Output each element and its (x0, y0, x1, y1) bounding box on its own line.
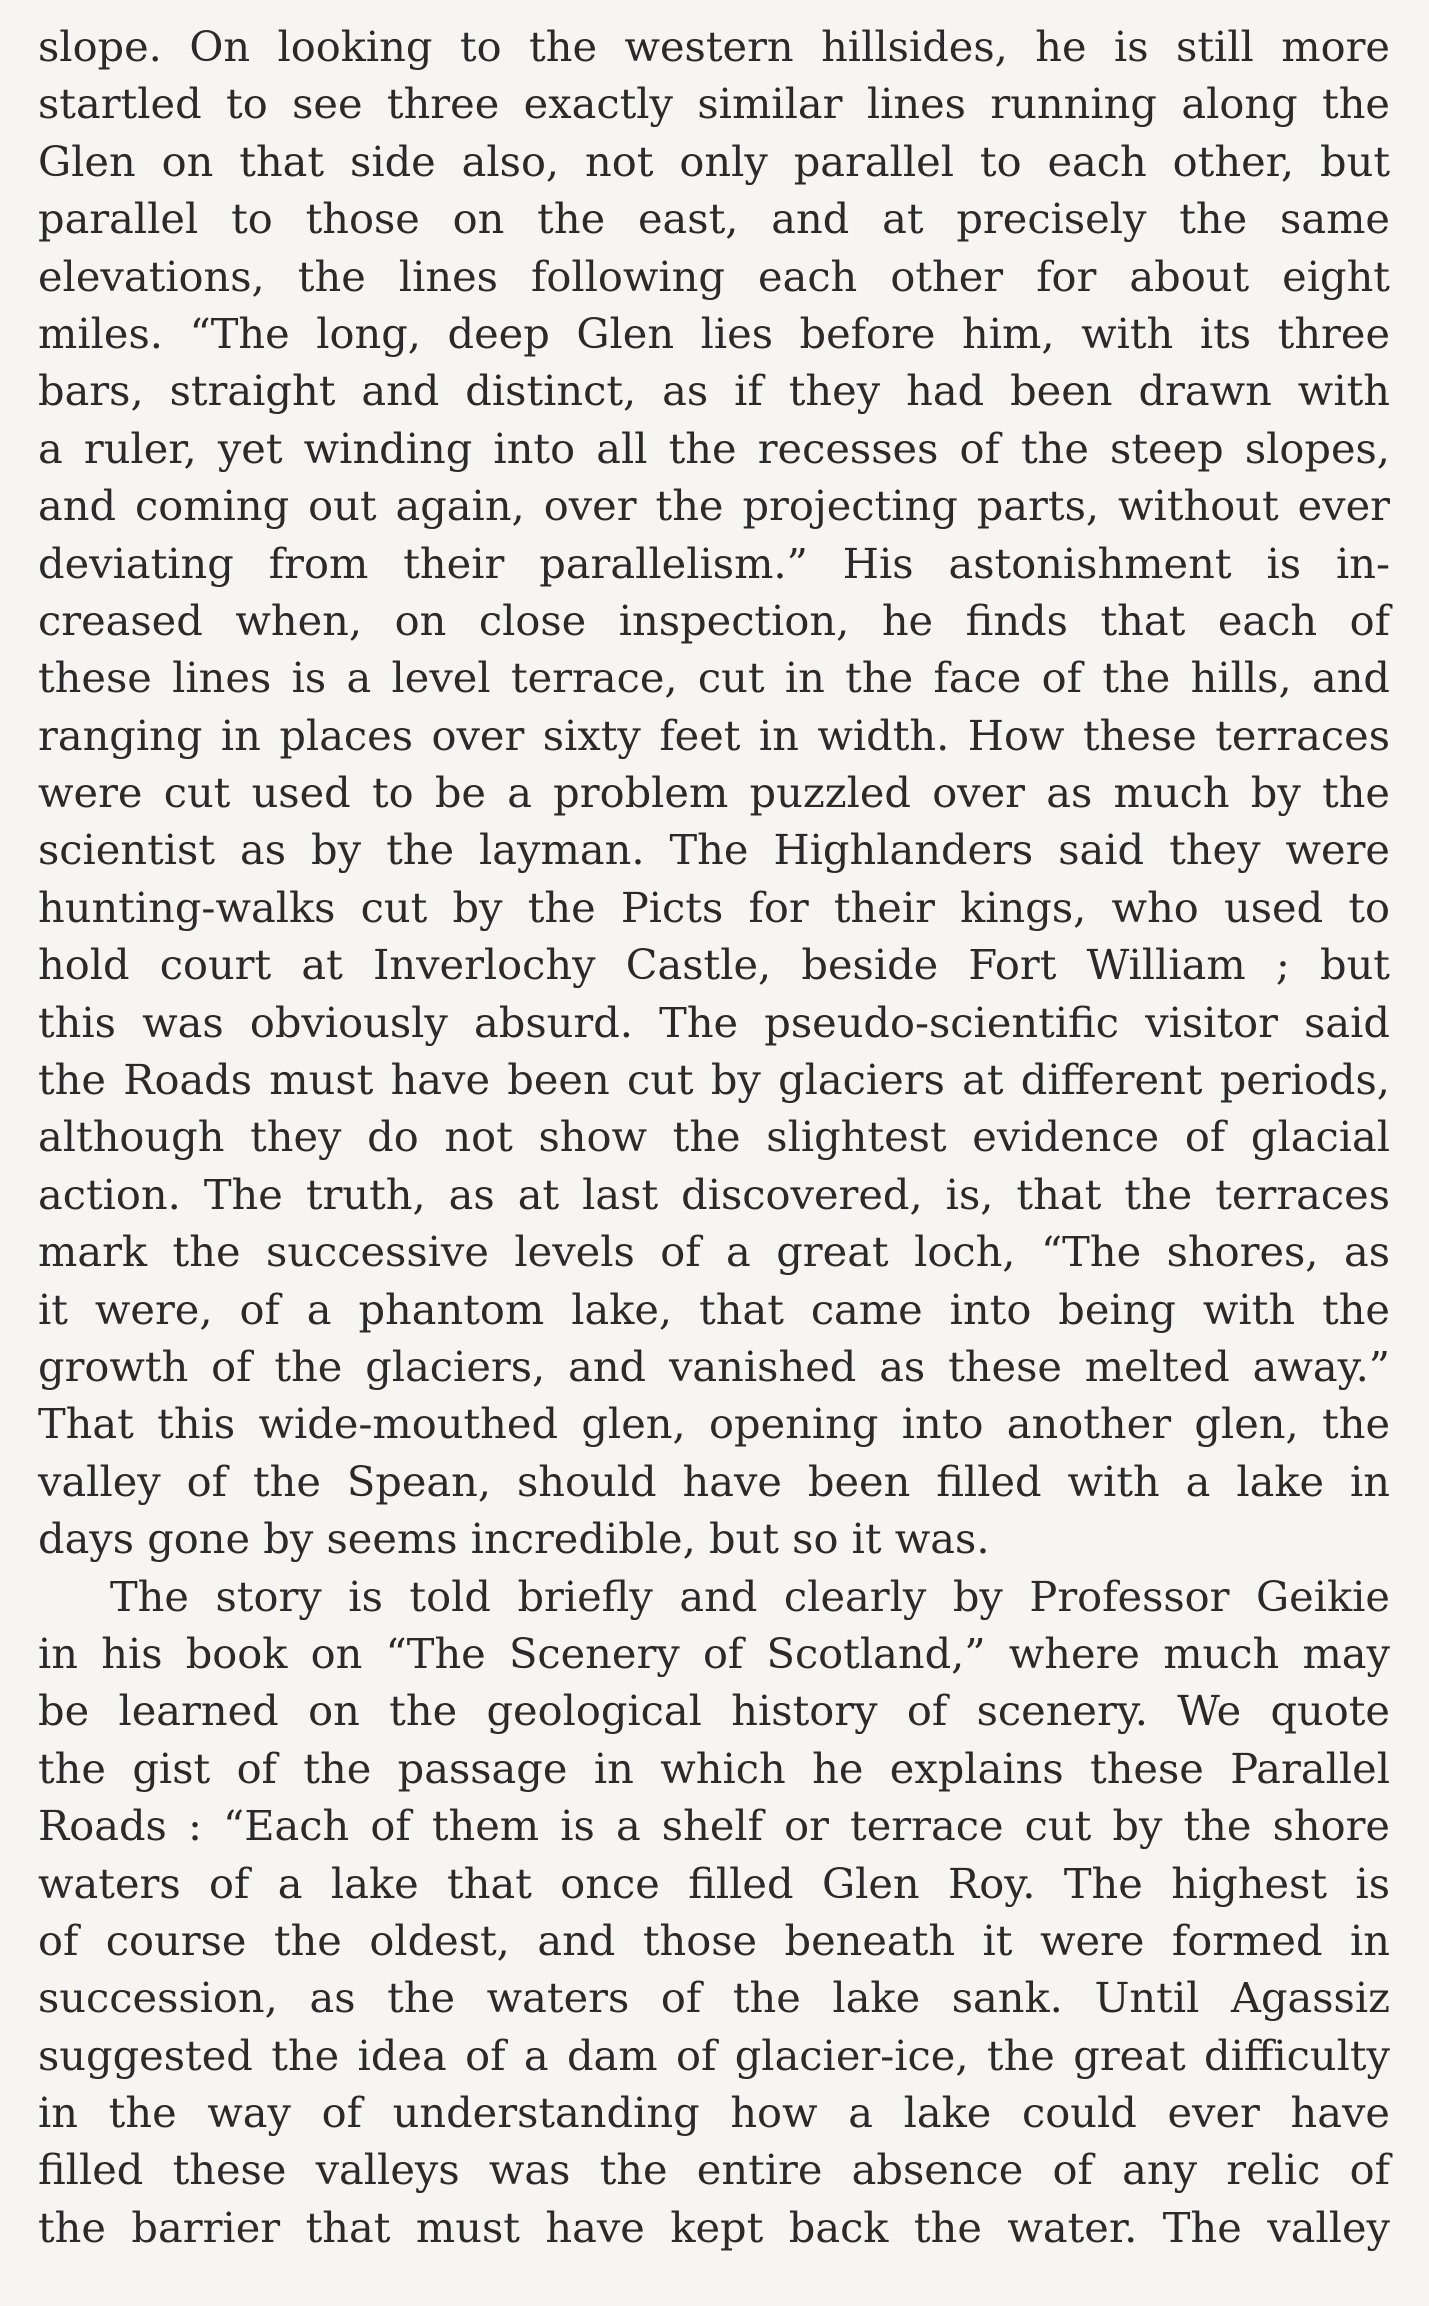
text-line: action. The truth, as at last discovered, is, that the terraces (38, 1169, 1390, 1219)
text-line: succession, as the waters of the lake sank. Until Agassiz (38, 1973, 1390, 2023)
text-line: be learned on the geological history of scenery. We quote (38, 1686, 1390, 1736)
text-line: That this wide-mouthed glen, opening into another glen, the (38, 1399, 1390, 1449)
text-line: growth of the glaciers, and vanished as these melted away.” (38, 1341, 1390, 1391)
text-line: scientist as by the layman. The Highlanders said they were (38, 825, 1390, 875)
text-line: although they do not show the slightest evidence of glacial (38, 1112, 1390, 1162)
text-line: hold court at Inverlochy Castle, beside Fort William ; but (38, 940, 1390, 990)
text-line: Roads : “Each of them is a shelf or terrace cut by the shore (38, 1801, 1390, 1851)
text-line: and coming out again, over the projecting parts, without ever (38, 481, 1390, 531)
text-line: elevations, the lines following each other for about eight (38, 251, 1390, 301)
text-line: slope. On looking to the western hillsides, he is still more (38, 22, 1390, 71)
text-line: hunting-walks cut by the Picts for their kings, who used to (38, 882, 1390, 932)
text-line: of course the oldest, and those beneath it were formed in (38, 1915, 1390, 1965)
text-line: parallel to those on the east, and at precisely the same (38, 194, 1390, 244)
text-line: this was obviously absurd. The pseudo-scientific visitor said (38, 997, 1390, 1047)
text-line: suggested the idea of a dam of glacier-ice, the great difficulty (38, 2030, 1390, 2080)
text-line: mark the successive levels of a great loch, “The shores, as (38, 1227, 1390, 1277)
text-line: these lines is a level terrace, cut in the face of the hills, and (38, 653, 1390, 703)
paragraph-geikie-explanation (38, 1568, 1390, 2257)
text-line: ranging in places over sixty feet in width. How these terraces (38, 710, 1390, 760)
book-page (38, 18, 1390, 2256)
paragraph-parallel-roads-description (38, 18, 1390, 1568)
text-line: the barrier that must have kept back the water. The valley (38, 2202, 1390, 2252)
text-line: miles. “The long, deep Glen lies before him, with its three (38, 308, 1390, 358)
text-line: waters of a lake that once filled Glen Roy. The highest is (38, 1858, 1390, 1908)
text-line: filled these valleys was the entire absence of any relic of (38, 2145, 1390, 2195)
text-line: deviating from their parallelism.” His astonishment is in- (38, 538, 1390, 588)
text-line: the gist of the passage in which he explains these Parallel (38, 1743, 1390, 1793)
text-line: valley of the Spean, should have been filled with a lake in (38, 1456, 1390, 1506)
text-line: a ruler, yet winding into all the recesses of the steep slopes, (38, 423, 1390, 473)
text-line: the Roads must have been cut by glaciers at different periods, (38, 1055, 1390, 1105)
text-line: days gone by seems incredible, but so it was. (38, 1514, 990, 1564)
text-line: it were, of a phantom lake, that came into being with the (38, 1284, 1390, 1334)
text-line: bars, straight and distinct, as if they had been drawn with (38, 366, 1390, 416)
text-line: creased when, on close inspection, he finds that each of (38, 595, 1390, 645)
text-line: startled to see three exactly similar lines running along the (38, 79, 1390, 129)
text-line: were cut used to be a problem puzzled over as much by the (38, 768, 1390, 818)
text-line: The story is told briefly and clearly by Professor Geikie (110, 1571, 1390, 1621)
text-line: in his book on “The Scenery of Scotland,” where much may (38, 1628, 1390, 1678)
text-line: in the way of understanding how a lake could ever have (38, 2088, 1390, 2138)
text-line: Glen on that side also, not only parallel to each other, but (38, 136, 1390, 186)
